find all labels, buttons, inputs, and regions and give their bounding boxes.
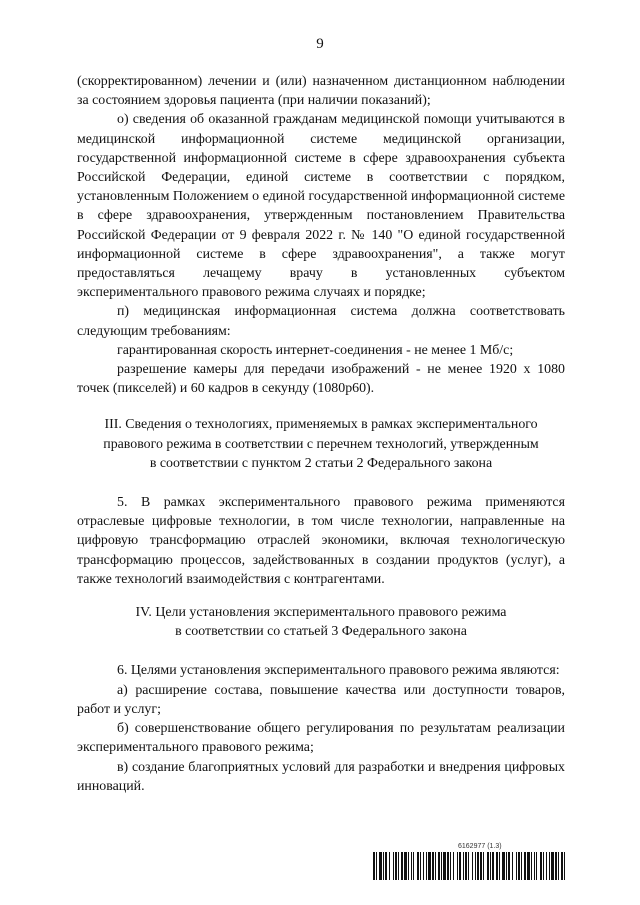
paragraph-item-o: о) сведения об оказанной гражданам медицинской помощи учитываются в медицинской информационной системе медицинской организации, государственной информационной системе в сфере здравоохранения субъекта Российской Федерации, единой системе в соответствии с порядком, установленным Положением о единой государственной информационной системе в сфере здравоохранения, утвержденным постановлением Правительства Российской Федерации от 9 февраля 2022 г. № 140 "О единой государственной информационной системе в сфере здравоохранения", а также могут предоставляться лечащему врачу в установленных субъектом экспериментального правового режима случаях и порядке; — [77, 112, 565, 301]
page-number: 9 — [316, 36, 324, 52]
paragraph-item-p: п) медицинская информационная система должна соответствовать следующим требованиям: — [77, 304, 565, 339]
barcode-bar — [480, 852, 482, 880]
barcode-bar — [447, 852, 449, 880]
barcode-bar — [472, 852, 473, 880]
barcode-bar — [393, 852, 394, 880]
barcode-bar — [408, 852, 409, 880]
section-3-heading: III. Сведения о технологиях, применяемых в рамках экспериментального правового режима в соответствии с перечнем технологий, утвержденным в соответствии с пунктом 2 статьи 2 Федерального закона — [103, 417, 539, 471]
barcode-bar — [531, 852, 532, 880]
barcode-bar — [508, 852, 510, 880]
requirement-camera: разрешение камеры для передачи изображений - не менее 1920 х 1080 точек (пикселей) и 60 кадров в секунду (1080р60). — [77, 362, 565, 397]
barcode-bar — [373, 852, 375, 880]
goal-item-b: б) совершенствование общего регулирования по результатам реализации экспериментального правового режима; — [77, 721, 565, 756]
barcode-bar — [468, 852, 469, 880]
barcode-bar — [379, 852, 382, 880]
barcode-bar — [499, 852, 500, 880]
barcode-bar — [385, 852, 387, 880]
barcode-bar — [401, 852, 403, 880]
barcode-bar — [490, 852, 491, 880]
paragraph-5: 5. В рамках экспериментального правового режима применяются отраслевые цифровые технологии, в том числе технологии, направленные на цифровую трансформацию отраслей экономики, включая технологическую трансформацию процессов, задействованных в создании продуктов (услуг), а также технологий взаимодействия с контрагентами. — [77, 495, 565, 587]
barcode-bar — [417, 852, 419, 880]
requirement-speed: гарантированная скорость интернет-соединения - не менее 1 Мб/с; — [117, 342, 514, 358]
barcode-bar — [432, 852, 434, 880]
barcode-bar — [459, 852, 461, 880]
barcode-bar — [512, 852, 513, 880]
barcode-bar — [443, 852, 446, 880]
barcode-bar — [441, 852, 442, 880]
barcode-bar — [398, 852, 399, 880]
barcode-bar — [463, 852, 464, 880]
barcode-bar — [435, 852, 436, 880]
barcode-bar — [518, 852, 520, 880]
barcode-bar — [521, 852, 522, 880]
section-4-heading: IV. Цели установления экспериментального правового режима в соответствии со статьей 3 Федерального закона — [135, 605, 507, 640]
barcode-bar — [389, 852, 390, 880]
barcode-bar — [496, 852, 498, 880]
barcode-bar — [404, 852, 407, 880]
barcode-bar — [475, 852, 476, 880]
document-body — [77, 72, 565, 796]
barcode-bar — [524, 852, 526, 880]
goal-item-c: в) создание благоприятных условий для разработки и внедрения цифровых инноваций. — [77, 759, 565, 794]
barcode-bar — [561, 852, 563, 880]
barcode-bar — [564, 852, 565, 880]
barcode-bar — [492, 852, 494, 880]
barcode-bar — [551, 852, 554, 880]
barcode-bar — [527, 852, 530, 880]
barcode-bar — [426, 852, 427, 880]
barcode — [373, 852, 565, 880]
barcode-bar — [506, 852, 507, 880]
barcode-bar — [502, 852, 505, 880]
barcode-bar — [465, 852, 467, 880]
barcode-bar — [438, 852, 440, 880]
barcode-bar — [420, 852, 421, 880]
barcode-bar — [549, 852, 550, 880]
barcode-bar — [411, 852, 412, 880]
barcode-bar — [413, 852, 414, 880]
barcode-bar — [395, 852, 397, 880]
barcode-bar — [453, 852, 454, 880]
barcode-bar — [457, 852, 458, 880]
barcode-bar — [450, 852, 451, 880]
document-code: 6162977 (1.3) — [458, 843, 502, 850]
barcode-bar — [555, 852, 557, 880]
barcode-bar — [477, 852, 479, 880]
barcode-bar — [376, 852, 377, 880]
barcode-bar — [483, 852, 484, 880]
barcode-bar — [546, 852, 547, 880]
barcode-bar — [536, 852, 537, 880]
paragraph-continuation: (скорректированном) лечении и (или) назначенном дистанционном наблюдении за состоянием здоровья пациента (при наличии показаний); — [77, 74, 565, 109]
barcode-bar — [543, 852, 544, 880]
barcode-bar — [383, 852, 384, 880]
barcode-bar — [423, 852, 424, 880]
barcode-bar — [487, 852, 489, 880]
barcode-bar — [558, 852, 559, 880]
goal-item-a: а) расширение состава, повышение качества или доступности товаров, работ и услуг; — [77, 682, 565, 717]
barcode-bar — [428, 852, 431, 880]
barcode-bar — [540, 852, 542, 880]
barcode-bar — [534, 852, 535, 880]
barcode-bar — [516, 852, 517, 880]
paragraph-6: 6. Целями установления экспериментального правового режима являются: — [117, 663, 560, 679]
